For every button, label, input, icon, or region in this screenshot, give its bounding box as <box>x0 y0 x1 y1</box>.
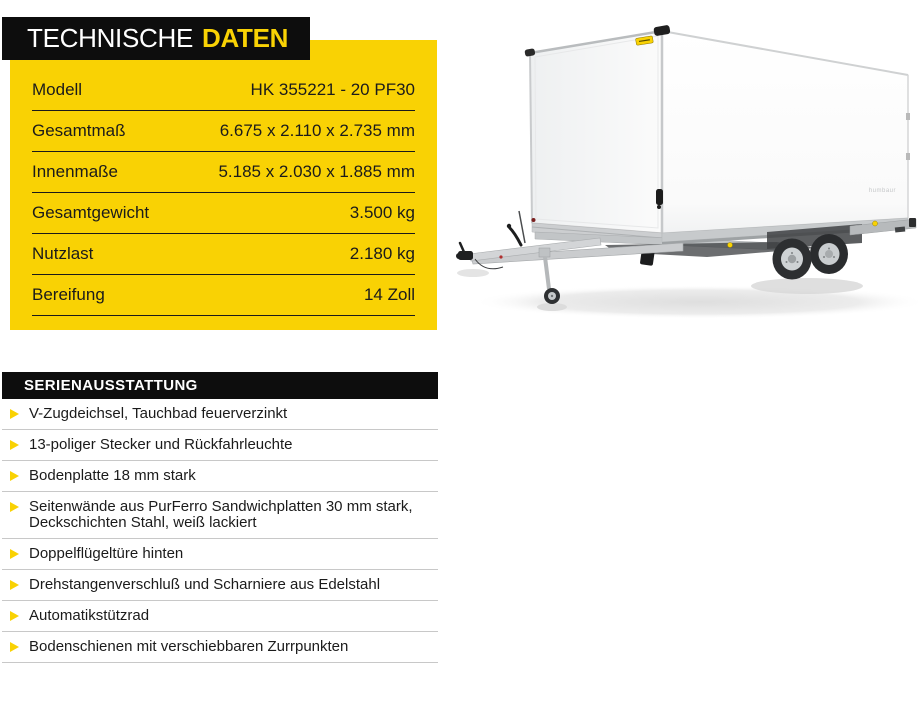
equipment-item <box>2 461 438 492</box>
spec-label: Modell <box>32 80 83 99</box>
equipment-item <box>2 492 438 539</box>
spec-value: 5.185 x 2.030 x 1.885 mm <box>218 162 415 181</box>
spec-row-gesamtgewicht <box>32 193 415 234</box>
side-marker-light <box>873 221 878 226</box>
spec-value: 2.180 kg <box>349 244 415 263</box>
equipment-item-text: Seitenwände aus PurFerro Sandwichplatten 30 mm stark, Deckschichten Stahl, weiß lackiert <box>29 498 413 531</box>
spec-label: Nutzlast <box>32 244 94 263</box>
spec-value: HK 355221 - 20 PF30 <box>250 80 415 99</box>
equipment-item <box>2 430 438 461</box>
spec-label: Gesamtgewicht <box>32 203 150 222</box>
equipment-item-text: 13-poliger Stecker und Rückfahrleuchte <box>29 436 293 453</box>
trailer-box <box>530 31 908 233</box>
spec-row-nutzlast <box>32 234 415 275</box>
spec-label: Innenmaße <box>32 162 118 181</box>
header-title-white: TECHNISCHE <box>27 23 194 53</box>
spec-row-gesamtmass <box>32 111 415 152</box>
equipment-item <box>2 399 438 430</box>
handbrake-lever <box>507 224 521 245</box>
equipment-header: SERIENAUSSTATTUNG <box>2 372 438 399</box>
equipment-item <box>2 570 438 601</box>
header-title-yellow: DATEN <box>202 23 289 53</box>
spec-row-innenmasse <box>32 152 415 193</box>
rear-hinge <box>906 113 910 120</box>
equipment-item-text: Bodenplatte 18 mm stark <box>29 467 196 484</box>
equipment-item <box>2 601 438 632</box>
spec-label: Bereifung <box>32 285 105 304</box>
arrow-bullet-icon <box>10 549 19 559</box>
front-reflector <box>532 218 536 222</box>
side-marker-light <box>728 243 733 248</box>
technical-data-header <box>2 17 310 60</box>
equipment-item-text: Doppelflügeltüre hinten <box>29 545 184 562</box>
spec-value: 6.675 x 2.110 x 2.735 mm <box>219 121 415 140</box>
equipment-list <box>2 399 438 663</box>
equipment-item-text: Bodenschienen mit verschiebbaren Zurrpunkten <box>29 638 349 655</box>
arrow-bullet-icon <box>10 611 19 621</box>
arrow-bullet-icon <box>10 502 19 512</box>
arrow-bullet-icon <box>10 580 19 590</box>
arrow-bullet-icon <box>10 440 19 450</box>
arrow-bullet-icon <box>10 409 19 419</box>
spec-panel <box>10 40 437 330</box>
coupling-head <box>456 243 473 260</box>
spec-row-modell <box>32 70 415 111</box>
arrow-bullet-icon <box>10 471 19 481</box>
rear-hinge <box>906 153 910 160</box>
spec-value: 3.500 kg <box>349 203 415 222</box>
spec-row-bereifung <box>32 275 415 316</box>
spec-label: Gesamtmaß <box>32 121 126 140</box>
arrow-bullet-icon <box>10 642 19 652</box>
equipment-item <box>2 539 438 570</box>
equipment-item-text: Automatikstützrad <box>29 607 150 624</box>
equipment-item-text: Drehstangenverschluß und Scharniere aus Edelstahl <box>29 576 381 593</box>
ground-shadow <box>457 269 924 319</box>
equipment-item <box>2 632 438 663</box>
equipment-item-text: V-Zugdeichsel, Tauchbad feuerverzinkt <box>29 405 288 422</box>
trailer-photo <box>455 5 924 335</box>
spec-table <box>32 70 415 316</box>
side-brand-text: humbaur <box>868 188 896 194</box>
spec-value: 14 Zoll <box>363 285 415 304</box>
